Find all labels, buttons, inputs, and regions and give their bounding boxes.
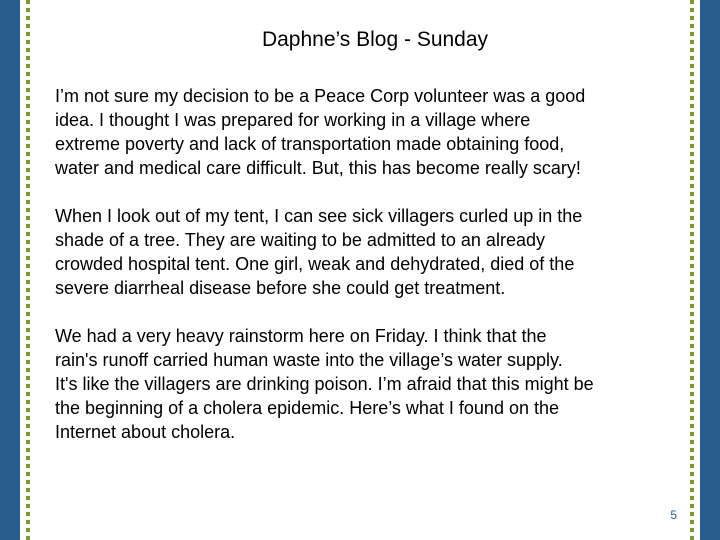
left-border-bar (0, 0, 20, 540)
right-border-bar (700, 0, 720, 540)
paragraph-1: I’m not sure my decision to be a Peace Corp volunteer was a good idea. I thought I was prepared for working in a village where extreme poverty and lack of transportation made obtaining food, water and medical care difficult. But, this has become really scary! (55, 86, 586, 178)
slide-title: Daphne’s Blog - Sunday (261, 28, 489, 51)
paragraph-3: We had a very heavy rainstorm here on Friday. I think that the rain's runoff carried human waste into the village’s water supply. It's like the villagers are drinking poison. I’m afraid that this might be the beginning of a cholera epidemic. Here’s what I found on the Internet about cholera. (55, 326, 594, 442)
right-dotted-border (690, 0, 694, 540)
paragraph-2: When I look out of my tent, I can see sick villagers curled up in the shade of a tree. They are waiting to be admitted to an already crowded hospital tent. One girl, weak and dehydrated, died of the severe diarrheal disease before she could get treatment. (55, 206, 583, 298)
slide-content (55, 28, 665, 468)
slide-number: 5 (670, 508, 677, 522)
left-dotted-border (26, 0, 30, 540)
